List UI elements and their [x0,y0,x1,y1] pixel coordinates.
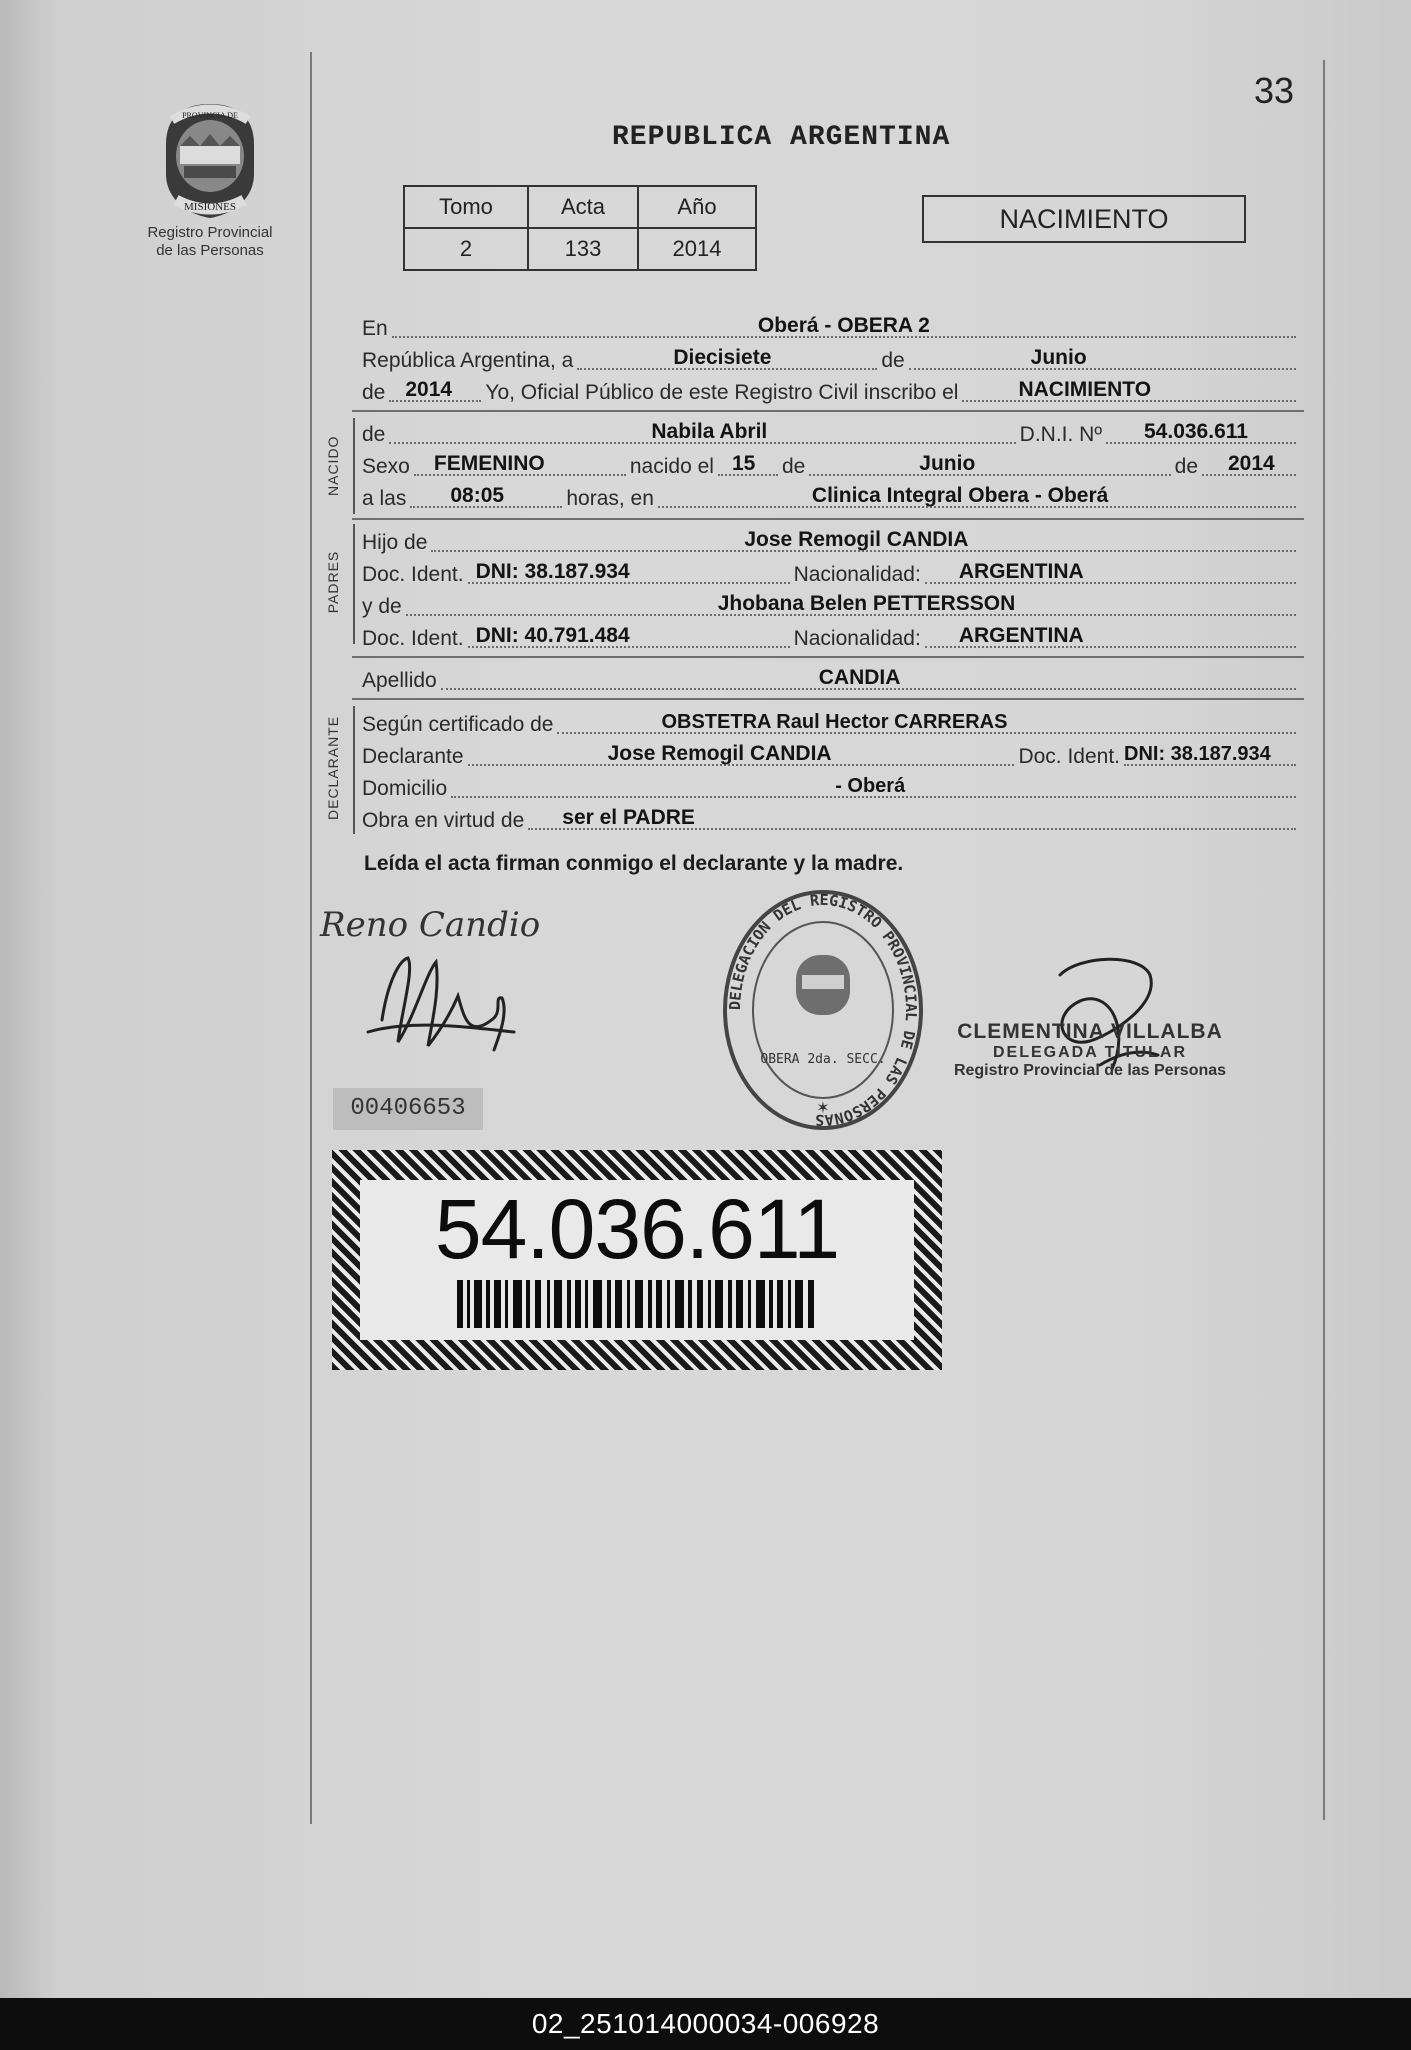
nacido-el-label: nacido el [629,455,714,478]
province-logo [140,100,280,260]
row-hijo-de [362,528,1300,556]
sexo-value: FEMENINO [433,452,545,475]
nacido-section-label: NACIDO [325,435,341,496]
apellido-label: Apellido [362,669,437,692]
y-de-label: y de [362,595,402,618]
row-mother-doc [362,624,1300,652]
acta-value: 133 [528,228,638,270]
stamp-inner [360,1180,914,1340]
a-las-label: a las [362,487,407,510]
left-margin-line [310,52,312,1824]
hijo-de-label: Hijo de [362,531,428,554]
row-declarante [362,742,1300,770]
ano-header: Año [638,186,756,228]
domicilio-label: Domicilio [362,777,448,800]
official-block [940,1020,1240,1080]
row-apellido [362,666,1300,694]
ano-value: 2014 [638,228,756,270]
mother-nat-value: ARGENTINA [958,624,1084,647]
month-value: Junio [1030,346,1087,369]
official-role: DELEGADA TITULAR [992,1044,1188,1061]
registry-line-1: Registro Provincial [147,224,273,241]
birth-de-label: de [781,455,806,478]
tomo-value: 2 [404,228,528,270]
serial-number: 00406653 [333,1088,483,1130]
row-y-de [362,592,1300,620]
declarante-value: Jose Remogil CANDIA [607,742,832,765]
horas-en-label: horas, en [566,487,654,510]
separator-1 [352,410,1304,412]
month-de-label: de [881,349,905,372]
father-nat-value: ARGENTINA [958,560,1084,583]
birth-year-value: 2014 [1228,452,1275,475]
declarante-bar [353,706,355,834]
birth-de-label-2: de [1174,455,1198,478]
seal-star-icon: ✶ [816,1100,830,1117]
separator-2 [352,518,1304,520]
province-crest-icon [160,100,260,220]
registry-table-header-row [404,186,756,228]
handwritten-name: Reno Candio [320,905,541,945]
day-value: Diecisiete [673,346,772,369]
birth-place-value: Clinica Integral Obera - Oberá [811,484,1109,507]
apellido-value: CANDIA [818,666,901,689]
row-obra [362,806,1300,834]
row-certificado [362,710,1300,738]
row-republica [362,346,1300,374]
birth-month-value: Junio [919,452,976,475]
father-doc-label: Doc. Ident. [362,563,464,586]
logo-top-text: PROVINCIA DE [182,111,238,120]
year-value: 2014 [405,378,453,401]
row-year [362,378,1300,406]
stamp-number: 54.036.611 [434,1182,840,1276]
birth-time-value: 08:05 [450,484,505,507]
separator-3 [352,656,1304,658]
city-value: Oberá - OBERA 2 [757,314,930,337]
row-nacido-name [362,420,1300,448]
row-en [362,314,1300,342]
declarante-label: Declarante [362,745,464,768]
registry-table [403,185,757,271]
barcode-icon [457,1280,817,1328]
en-label: En [362,317,388,340]
tomo-header: Tomo [404,186,528,228]
registry-seal [718,885,928,1140]
separator-4 [352,698,1304,700]
declarante-doc-value: DNI: 38.187.934 [1124,743,1271,765]
sexo-label: Sexo [362,455,410,478]
record-type-value: NACIMIENTO [1018,378,1152,401]
seal-sub-text: OBERA 2da. SECC. [760,1052,886,1067]
obra-label: Obra en virtud de [362,809,525,832]
republica-label: República Argentina, a [362,349,574,372]
row-father-doc [362,560,1300,588]
acta-header: Acta [528,186,638,228]
inscribo-label: Yo, Oficial Público de este Registro Civil inscribo el [485,381,959,404]
mother-doc-value: DNI: 40.791.484 [475,624,630,647]
row-hora [362,484,1300,512]
padres-section-label: PADRES [325,550,341,614]
year-de-label: de [362,381,386,404]
logo-bottom-text: MISIONES [184,201,236,213]
nacido-bar [353,418,355,514]
row-sexo [362,452,1300,480]
child-dni-value: 54.036.611 [1144,420,1248,443]
mother-nat-label: Nacionalidad: [793,627,921,650]
birth-day-value: 15 [731,452,756,475]
registry-line-2: de las Personas [156,242,264,259]
padres-bar [353,524,355,644]
seal-ring-text: DELEGACION DEL REGISTRO PROVINCIAL DE LAS PERSONAS [725,890,921,1130]
cert-value: OBSTETRA Raul Hector CARRERAS [661,711,1008,733]
dni-label: D.N.I. Nº [1019,423,1102,446]
scan-code-bar: 02_251014000034-006928 [0,1998,1411,2050]
registry-table-value-row [404,228,756,270]
page-number: 33 [1254,70,1295,111]
mother-doc-label: Doc. Ident. [362,627,464,650]
obra-value: ser el PADRE [562,806,695,829]
closing-statement: Leída el acta firman conmigo el declarante y la madre. [364,852,904,875]
declarant-signature [318,900,578,1095]
official-org: Registro Provincial de las Personas [953,1062,1227,1079]
right-margin-line [1323,60,1325,1820]
document-type: NACIMIENTO [922,195,1246,243]
dni-stamp [332,1150,942,1370]
country-title: REPUBLICA ARGENTINA [612,122,951,153]
father-name-value: Jose Remogil CANDIA [744,528,969,551]
declarante-section-label: DECLARANTE [325,715,341,820]
father-doc-value: DNI: 38.187.934 [475,560,630,583]
father-nat-label: Nacionalidad: [793,563,921,586]
row-domicilio [362,774,1300,802]
official-name: CLEMENTINA VILLALBA [957,1020,1223,1043]
domicilio-value: - Oberá [835,775,906,797]
declarante-doc-label: Doc. Ident. [1018,745,1120,768]
nacido-de-label: de [362,423,386,446]
mother-name-value: Jhobana Belen PETTERSSON [717,592,1016,615]
cert-label: Según certificado de [362,713,554,736]
child-name-value: Nabila Abril [651,420,768,443]
